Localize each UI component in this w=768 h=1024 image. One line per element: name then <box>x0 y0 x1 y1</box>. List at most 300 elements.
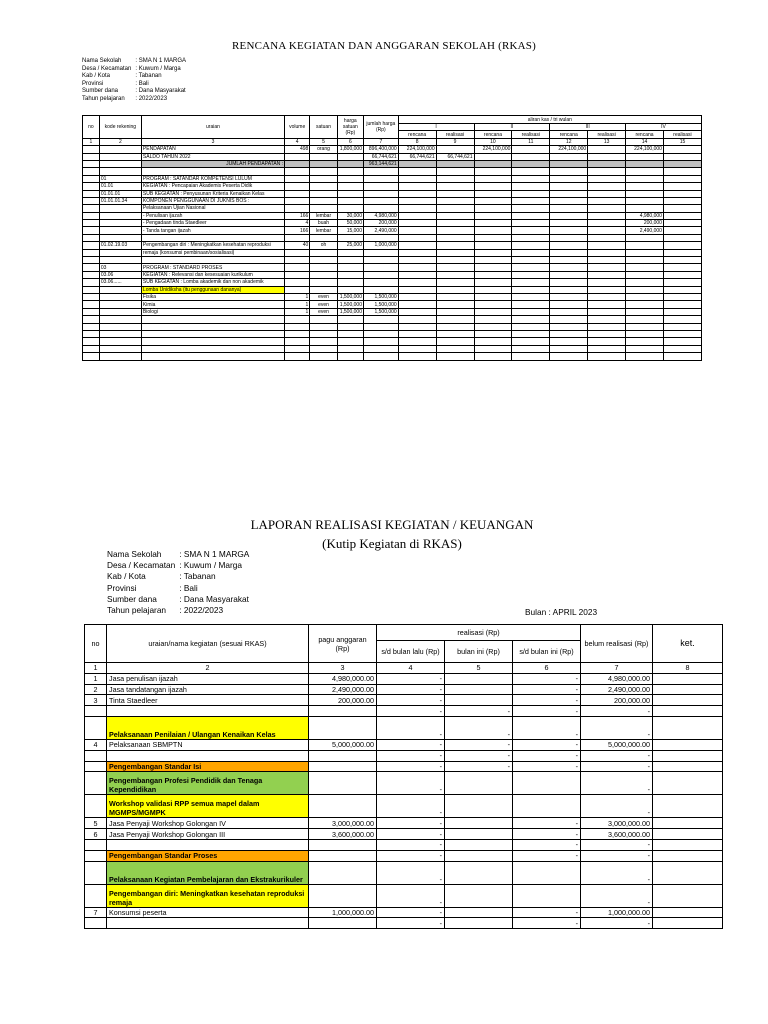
table-cell-no <box>85 772 107 795</box>
column-number: 11 <box>512 138 550 145</box>
table-cell <box>285 153 310 160</box>
table-cell <box>550 257 588 264</box>
table-cell <box>398 183 436 190</box>
table-cell-sd: - <box>513 829 581 840</box>
table-row <box>85 695 723 706</box>
table-cell <box>363 264 398 271</box>
table-cell <box>436 205 474 212</box>
table-cell <box>285 175 310 182</box>
column-number: 3 <box>141 138 284 145</box>
table-row <box>83 316 702 323</box>
table-cell <box>363 190 398 197</box>
table-cell <box>663 227 701 234</box>
table-cell <box>626 257 664 264</box>
table-cell-lalu: - <box>377 839 445 850</box>
table-row <box>85 750 723 761</box>
table-cell <box>550 234 588 241</box>
info-label: Tahun pelajaran <box>107 605 167 616</box>
table-cell-no: 2 <box>85 684 107 695</box>
table-cell-ket <box>653 739 723 750</box>
column-number: 1 <box>85 663 107 674</box>
table-cell <box>436 249 474 256</box>
table-cell <box>474 257 512 264</box>
table-cell-pagu <box>309 706 377 717</box>
table-cell <box>285 279 310 286</box>
table-row <box>85 684 723 695</box>
table-cell <box>99 220 141 227</box>
table-cell-pagu: 4,980,000.00 <box>309 673 377 684</box>
table-cell-uraian: Pengembangan diri: Meningkatkan kesehatan reproduksi remaja <box>107 884 309 907</box>
column-number: 3 <box>309 663 377 674</box>
table-cell-ket <box>653 829 723 840</box>
table-cell-lalu: - <box>377 850 445 861</box>
table-cell: 40 <box>285 242 310 249</box>
table-cell <box>337 323 363 330</box>
table-cell <box>99 353 141 360</box>
table-cell <box>626 205 664 212</box>
table-cell: even <box>310 293 337 300</box>
rkas-title: RENCANA KEGIATAN DAN ANGGARAN SEKOLAH (RKAS) <box>231 40 536 52</box>
table-cell <box>141 353 284 360</box>
col-header-aliran: aliran kas / tri wulan <box>398 116 701 124</box>
table-cell <box>141 168 284 175</box>
table-cell <box>512 242 550 249</box>
table-cell <box>436 353 474 360</box>
table-cell <box>588 279 626 286</box>
table-cell <box>337 286 363 293</box>
table-cell-uraian: Tinta Staedleer <box>107 695 309 706</box>
table-cell <box>550 308 588 315</box>
table-cell <box>310 205 337 212</box>
table-cell-belum: - <box>581 918 653 929</box>
table-cell <box>474 264 512 271</box>
table-cell <box>83 234 100 241</box>
table-cell <box>363 323 398 330</box>
table-cell <box>363 338 398 345</box>
table-cell-uraian <box>107 918 309 929</box>
table-cell <box>512 234 550 241</box>
table-cell <box>310 338 337 345</box>
table-cell <box>398 338 436 345</box>
table-cell <box>83 308 100 315</box>
table-cell-lalu: - <box>377 795 445 818</box>
table-cell <box>512 183 550 190</box>
table-cell <box>663 264 701 271</box>
table-cell-no <box>85 861 107 884</box>
table-cell <box>83 293 100 300</box>
table-cell-uraian: Pengembangan Standar Proses <box>107 850 309 861</box>
table-cell: 25,000 <box>337 242 363 249</box>
table-cell <box>99 160 141 167</box>
table-cell <box>398 316 436 323</box>
table-cell <box>588 301 626 308</box>
table-cell <box>310 257 337 264</box>
table-row <box>83 345 702 352</box>
table-cell: Pelaksanaan Ujian Nasional <box>141 205 284 212</box>
table-cell <box>436 146 474 153</box>
table-row <box>83 293 702 300</box>
laporan-table <box>84 624 723 929</box>
column-number-row <box>85 663 723 674</box>
table-cell: 1,500,000 <box>337 308 363 315</box>
table-cell <box>436 345 474 352</box>
table-cell <box>512 146 550 153</box>
column-number: 4 <box>285 138 310 145</box>
col-header-uraian: uraian <box>141 116 284 139</box>
table-cell <box>663 323 701 330</box>
table-cell <box>663 316 701 323</box>
table-cell: 166 <box>285 212 310 219</box>
table-row <box>85 829 723 840</box>
table-cell-uraian: Jasa penulisan ijazah <box>107 673 309 684</box>
table-cell <box>474 316 512 323</box>
col-header-satuan: satuan <box>310 116 337 139</box>
table-cell <box>550 227 588 234</box>
table-cell-uraian <box>107 839 309 850</box>
table-cell: 963,144,621 <box>363 160 398 167</box>
table-cell <box>363 183 398 190</box>
table-cell <box>363 316 398 323</box>
info-value: : Kuwum / Marga <box>179 560 242 571</box>
info-label: Provinsi <box>107 582 137 593</box>
table-cell-ket <box>653 716 723 739</box>
table-cell <box>512 175 550 182</box>
table-cell <box>512 264 550 271</box>
table-cell-no: 5 <box>85 818 107 829</box>
table-cell <box>83 301 100 308</box>
table-cell <box>83 249 100 256</box>
table-cell: - Pengadaan tinda Staedleer <box>141 220 284 227</box>
table-cell <box>474 330 512 337</box>
col-header-no: no <box>83 116 100 139</box>
table-cell <box>626 197 664 204</box>
table-cell <box>663 160 701 167</box>
table-cell-no <box>85 795 107 818</box>
table-cell <box>398 279 436 286</box>
table-cell-no: 1 <box>85 673 107 684</box>
table-cell-no <box>85 706 107 717</box>
table-row <box>83 271 702 278</box>
table-cell <box>141 234 284 241</box>
table-cell <box>588 190 626 197</box>
col-header-rencana: rencana <box>550 131 588 138</box>
table-cell <box>99 293 141 300</box>
column-number: 8 <box>653 663 723 674</box>
table-cell: 01.01 <box>99 183 141 190</box>
info-label: Kab / Kota <box>82 73 111 80</box>
table-row <box>83 330 702 337</box>
table-cell: 66,744,621 <box>363 153 398 160</box>
table-cell: Biologi <box>141 308 284 315</box>
table-cell <box>512 286 550 293</box>
table-cell <box>512 338 550 345</box>
table-cell <box>99 153 141 160</box>
table-cell-uraian: Jasa tandatangan ijazah <box>107 684 309 695</box>
table-cell <box>474 227 512 234</box>
table-cell <box>310 153 337 160</box>
table-cell: 03.06...... <box>99 279 141 286</box>
table-cell <box>398 205 436 212</box>
table-cell: 1 <box>285 293 310 300</box>
table-cell <box>398 271 436 278</box>
table-cell <box>474 323 512 330</box>
table-cell <box>310 264 337 271</box>
table-cell <box>550 323 588 330</box>
table-cell <box>512 330 550 337</box>
column-number: 14 <box>626 138 664 145</box>
table-cell <box>626 234 664 241</box>
table-cell <box>83 212 100 219</box>
table-cell <box>83 345 100 352</box>
table-row <box>83 220 702 227</box>
column-number-row <box>83 138 702 145</box>
table-cell-belum: 5,000,000.00 <box>581 739 653 750</box>
table-cell-pagu <box>309 750 377 761</box>
table-cell <box>83 205 100 212</box>
table-row <box>83 249 702 256</box>
table-cell <box>436 279 474 286</box>
table-cell <box>99 146 141 153</box>
table-cell <box>398 197 436 204</box>
col-header-q3: III <box>550 124 626 131</box>
table-cell-belum: 2,490,000.00 <box>581 684 653 695</box>
table-cell: 224,100,000 <box>626 146 664 153</box>
table-cell <box>436 286 474 293</box>
table-cell: PENDAPATAN <box>141 146 284 153</box>
table-cell <box>663 146 701 153</box>
table-cell-uraian: Pelaksanaan Kegiatan Pembelajaran dan Ekstrakurikuler <box>107 861 309 884</box>
table-cell <box>83 227 100 234</box>
table-cell <box>398 160 436 167</box>
table-cell-no: 6 <box>85 829 107 840</box>
table-row <box>83 205 702 212</box>
table-cell-sd <box>513 772 581 795</box>
table-cell <box>285 205 310 212</box>
table-cell: SUB KEGIATAN : Penyusunan Kriteria Kenaikan Kelas <box>141 190 284 197</box>
table-cell: KEGIATAN : Pencapaian Akademis Peserta Didik <box>141 183 284 190</box>
table-cell <box>550 168 588 175</box>
table-cell: 01 <box>99 175 141 182</box>
table-cell <box>474 293 512 300</box>
table-cell <box>436 227 474 234</box>
table-cell <box>436 316 474 323</box>
table-cell: 200,000 <box>363 220 398 227</box>
table-cell <box>626 293 664 300</box>
table-cell <box>474 249 512 256</box>
table-cell <box>588 220 626 227</box>
table-row <box>83 338 702 345</box>
table-cell <box>99 301 141 308</box>
table-cell-no: 3 <box>85 695 107 706</box>
table-cell <box>310 168 337 175</box>
col-header-jumlah: jumlah harga (Rp) <box>363 116 398 139</box>
info-label: Kab / Kota <box>107 571 146 582</box>
table-cell-lalu: - <box>377 739 445 750</box>
table-cell: 30,000 <box>337 212 363 219</box>
info-value: : 2022/2023 <box>135 95 168 102</box>
table-cell <box>363 197 398 204</box>
table-cell-sd: - <box>513 673 581 684</box>
table-cell-belum: - <box>581 795 653 818</box>
table-cell <box>337 257 363 264</box>
table-cell <box>337 330 363 337</box>
table-cell <box>398 257 436 264</box>
table-cell <box>663 293 701 300</box>
table-cell-lalu: - <box>377 673 445 684</box>
table-cell <box>550 279 588 286</box>
table-cell: - Penulisan ijazah <box>141 212 284 219</box>
column-number: 6 <box>513 663 581 674</box>
table-cell <box>474 153 512 160</box>
table-cell-sd: - <box>513 750 581 761</box>
table-cell <box>474 301 512 308</box>
table-row <box>85 706 723 717</box>
table-cell <box>663 249 701 256</box>
info-label: Nama Sekolah <box>107 549 162 559</box>
table-cell <box>588 316 626 323</box>
table-cell <box>588 264 626 271</box>
table-cell <box>436 220 474 227</box>
table-cell <box>285 264 310 271</box>
table-cell-ket <box>653 750 723 761</box>
table-cell <box>512 205 550 212</box>
info-label: Desa / Kecamatan <box>82 65 132 72</box>
table-cell-pagu: 3,000,000.00 <box>309 818 377 829</box>
table-cell <box>398 286 436 293</box>
table-cell <box>363 286 398 293</box>
info-value: : Bali <box>135 80 149 87</box>
table-cell: 2,490,000 <box>363 227 398 234</box>
table-cell <box>550 183 588 190</box>
table-row <box>83 257 702 264</box>
table-row <box>85 839 723 850</box>
table-cell: PROGRAM : SATANDAR KOMPETENSI LULUM <box>141 175 284 182</box>
table-cell <box>99 168 141 175</box>
table-cell-belum: 200,000.00 <box>581 695 653 706</box>
table-cell <box>83 160 100 167</box>
table-cell <box>310 286 337 293</box>
table-cell <box>626 330 664 337</box>
table-cell-pagu: 3,600,000.00 <box>309 829 377 840</box>
table-cell <box>663 345 701 352</box>
table-cell-no <box>85 839 107 850</box>
table-row <box>83 227 702 234</box>
table-cell <box>588 242 626 249</box>
table-cell <box>436 293 474 300</box>
table-cell <box>474 190 512 197</box>
table-cell <box>512 279 550 286</box>
table-cell <box>99 234 141 241</box>
table-cell <box>626 316 664 323</box>
table-cell-pagu <box>309 861 377 884</box>
table-cell <box>363 353 398 360</box>
table-cell <box>474 234 512 241</box>
table-cell <box>363 234 398 241</box>
table-cell <box>663 197 701 204</box>
table-cell <box>588 234 626 241</box>
table-cell <box>141 345 284 352</box>
table-cell: 4 <box>285 220 310 227</box>
table-cell-lalu: - <box>377 918 445 929</box>
table-cell <box>436 257 474 264</box>
table-cell-ini <box>445 829 513 840</box>
table-cell-no <box>85 761 107 772</box>
table-cell <box>550 190 588 197</box>
table-cell-belum: - <box>581 772 653 795</box>
column-number: 2 <box>107 663 309 674</box>
table-cell: 1,500,000 <box>337 293 363 300</box>
table-cell <box>626 175 664 182</box>
table-cell <box>83 168 100 175</box>
col-header-pagu: pagu anggaran (Rp) <box>309 625 377 663</box>
info-label: Desa / Kecamatan <box>107 560 176 571</box>
table-cell-sd: - <box>513 716 581 739</box>
table-cell <box>436 175 474 182</box>
table-cell <box>363 168 398 175</box>
table-row <box>85 907 723 918</box>
table-cell <box>550 316 588 323</box>
table-cell <box>626 279 664 286</box>
table-cell: 1,500,000 <box>337 301 363 308</box>
table-cell-lalu: - <box>377 695 445 706</box>
col-header-realisasi: realisasi (Rp) <box>377 625 581 641</box>
table-cell <box>436 308 474 315</box>
table-cell <box>512 212 550 219</box>
table-cell <box>663 205 701 212</box>
col-header-realisasi: realisasi <box>436 131 474 138</box>
table-cell-pagu <box>309 850 377 861</box>
table-cell <box>337 353 363 360</box>
table-row <box>83 160 702 167</box>
table-cell <box>663 279 701 286</box>
table-cell <box>398 323 436 330</box>
table-cell <box>550 175 588 182</box>
col-header-kode: kode rekening <box>99 116 141 139</box>
table-cell <box>663 338 701 345</box>
table-cell <box>83 264 100 271</box>
table-cell <box>310 323 337 330</box>
table-cell <box>141 257 284 264</box>
table-row <box>83 212 702 219</box>
table-cell <box>99 323 141 330</box>
table-cell <box>83 175 100 182</box>
table-cell-lalu: - <box>377 706 445 717</box>
table-cell-belum: 1,000,000.00 <box>581 907 653 918</box>
column-number: 5 <box>310 138 337 145</box>
table-cell: 1,500,000 <box>363 301 398 308</box>
table-cell-uraian <box>107 750 309 761</box>
table-cell <box>626 249 664 256</box>
table-row <box>83 323 702 330</box>
table-cell-uraian: Pengembangan Standar Isi <box>107 761 309 772</box>
table-cell <box>285 323 310 330</box>
table-cell <box>550 242 588 249</box>
table-cell <box>83 242 100 249</box>
table-cell <box>310 316 337 323</box>
table-cell <box>436 160 474 167</box>
col-header-harga: harga satuan (Rp) <box>337 116 363 139</box>
table-cell: 1 <box>285 308 310 315</box>
table-cell-pagu <box>309 839 377 850</box>
table-cell <box>550 345 588 352</box>
table-cell-lalu: - <box>377 884 445 907</box>
table-cell <box>512 153 550 160</box>
table-cell <box>436 190 474 197</box>
col-header-ket: ket. <box>653 625 723 663</box>
table-row <box>83 301 702 308</box>
table-cell <box>285 190 310 197</box>
table-cell <box>512 160 550 167</box>
